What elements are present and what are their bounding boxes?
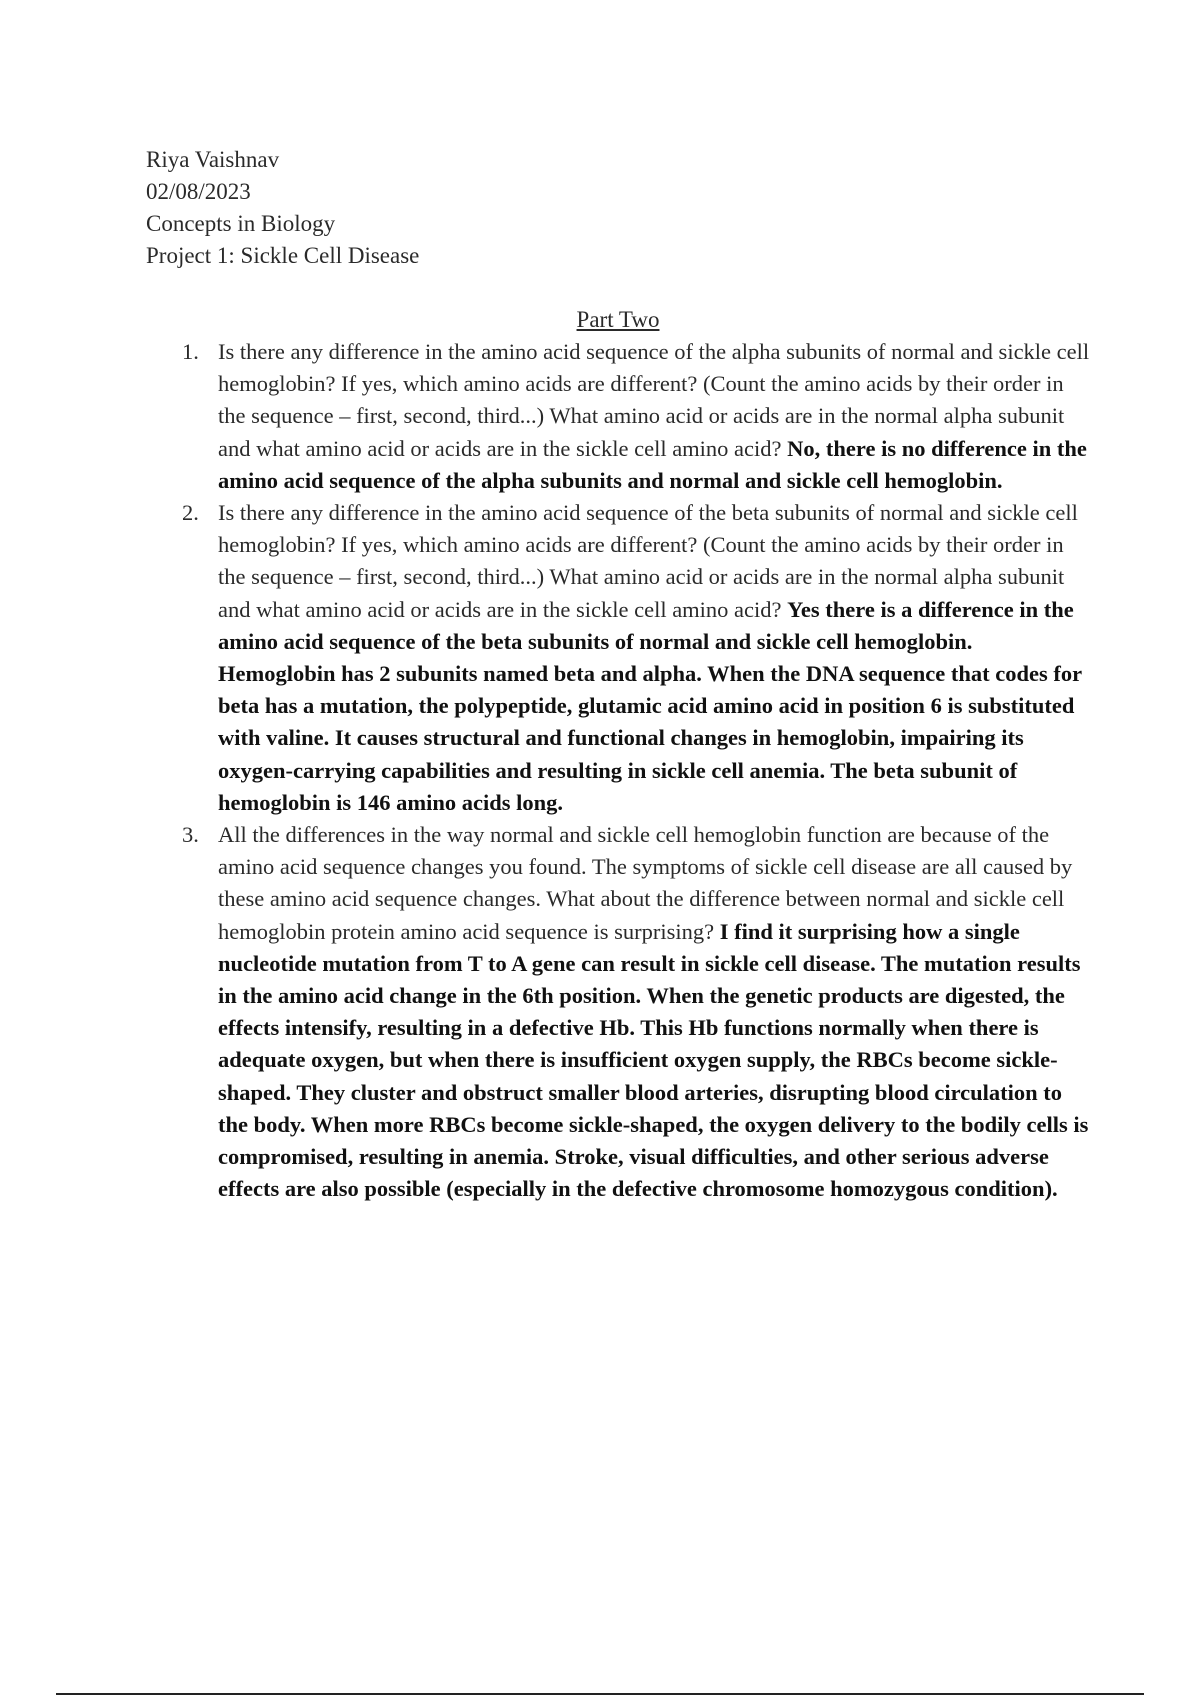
question-text: Is there any difference in the amino acid sequence of the beta subunits of normal and sickle cell hemoglobin? If yes, which amino acids are different? (Count the amino acids by their order in the sequence – first, second, third...) What amino acid or acids are in the normal alpha subunit and what amino acid or acids are in the sickle cell amino acid?	[218, 500, 1078, 622]
project-title: Project 1: Sickle Cell Disease	[146, 243, 420, 268]
question-text: All the differences in the way normal and sickle cell hemoglobin function are because of the amino acid sequence changes you found. The symptoms of sickle cell disease are all caused by these amino acid sequence changes. What about the difference between normal and sickle cell hemoglobin protein amino acid sequence is surprising?	[218, 822, 1073, 944]
question-number: 2.	[182, 500, 199, 526]
footer-divider	[56, 1693, 1144, 1695]
question-number: 1.	[182, 339, 199, 364]
question-item-3	[182, 819, 1090, 1205]
course-name: Concepts in Biology	[146, 211, 336, 236]
answer-text: No, there is no difference in the amino acid sequence of the alpha subunits and normal and sickle cell hemoglobin.	[218, 435, 1087, 493]
question-item-2	[182, 497, 1090, 819]
answer-text: I find it surprising how a single nucleotide mutation from T to A gene can result in sickle cell disease. The mutation results in the amino acid change in the 6th position. When the genetic products are digested, the effects intensify, resulting in a defective Hb. This Hb functions normally when there is adequate oxygen, but when there is insufficient oxygen supply, the RBCs become sickle-shaped. They cluster and obstruct smaller blood arteries, disrupting blood circulation to the body. When more RBCs become sickle-shaped, the oxygen delivery to the bodily cells is compromised, resulting in anemia. Stroke, visual difficulties, and other serious adverse effects are also possible (especially in the defective chromosome homozygous condition).	[218, 918, 1089, 1202]
document-date: 02/08/2023	[146, 179, 251, 204]
question-list	[182, 336, 1090, 1205]
question-text: Is there any difference in the amino acid sequence of the alpha subunits of normal and sickle cell hemoglobin? If yes, which amino acids are different? (Count the amino acids by their order in the sequence – first, second, third...) What amino acid or acids are in the normal alpha subunit and what amino acid or acids are in the sickle cell amino acid?	[218, 339, 1090, 461]
document-header	[146, 144, 419, 272]
question-item-1	[182, 336, 1090, 497]
question-number: 3.	[182, 822, 199, 848]
answer-text: Yes there is a difference in the amino acid sequence of the beta subunits of normal and sickle cell hemoglobin. Hemoglobin has 2 subunits named beta and alpha. When the DNA sequence that codes for beta has a mutation, the polypeptide, glutamic acid amino acid in position 6 is substituted with valine. It causes structural and functional changes in hemoglobin, impairing its oxygen-carrying capabilities and resulting in sickle cell anemia. The beta subunit of hemoglobin is 146 amino acids long.	[218, 596, 1082, 815]
author-name: Riya Vaishnav	[146, 147, 280, 172]
section-title: Part Two	[576, 307, 660, 332]
